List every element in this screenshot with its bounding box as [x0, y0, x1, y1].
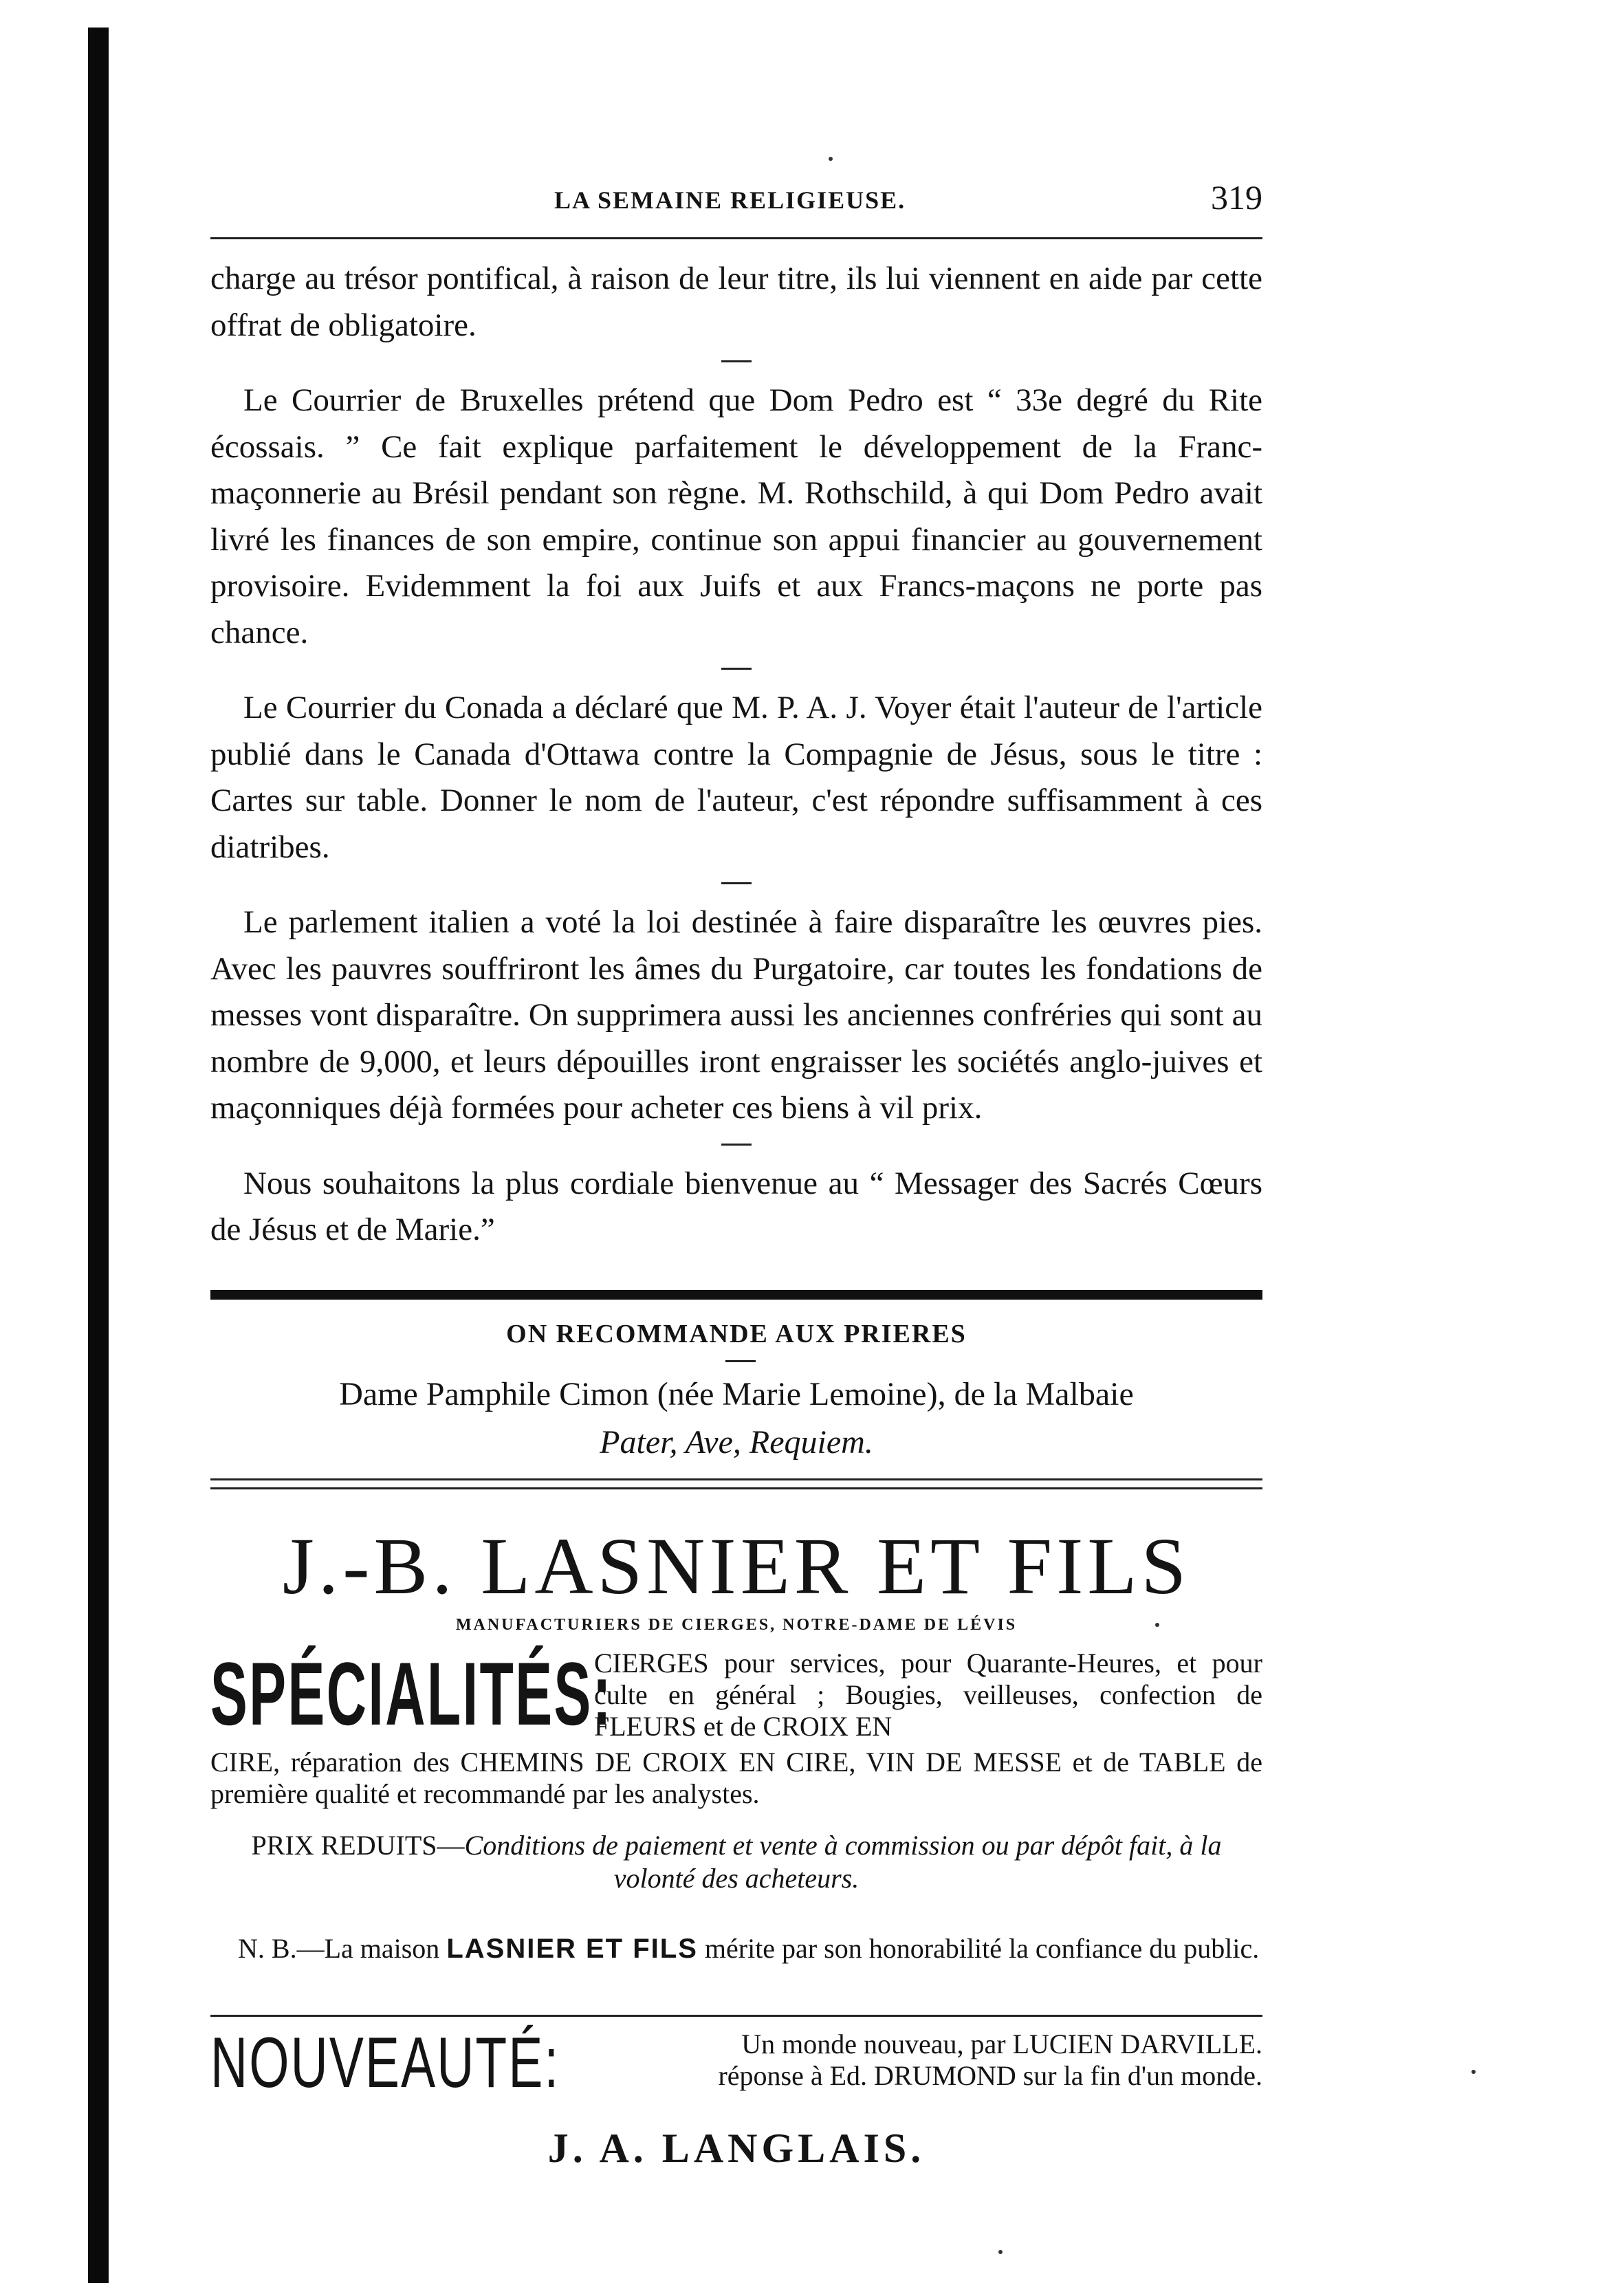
prix-label: PRIX REDUITS—: [251, 1830, 465, 1861]
speckle: [1155, 1623, 1159, 1627]
paragraph: Nous souhaitons la plus cordiale bienvenue au “ Messager des Sacrés Cœurs de Jésus et de Marie.”: [210, 1165, 1262, 1247]
recommend-heading: ON RECOMMANDE AUX PRIERES: [506, 1320, 967, 1348]
signature: J. A. LANGLAIS.: [547, 2125, 926, 2171]
header-rule: [210, 237, 1262, 239]
nouveaute-rule: [210, 2015, 1262, 2017]
paragraph: charge au trésor pontifical, à raison de leur titre, ils lui viennent en aide par cette offrat de obligatoire.: [210, 261, 1262, 343]
speckle: [998, 2250, 1003, 2254]
nouveaute-line-2: réponse à Ed. DRUMOND sur la fin d'un monde.: [718, 2060, 1262, 2091]
advertiser-name: J.-B. LASNIER ET FILS: [282, 1521, 1191, 1611]
nouveaute-text: [576, 2029, 1262, 2092]
specialites-continuation: CIRE, réparation des CHEMINS DE CROIX EN CIRE, VIN DE MESSE et de TABLE de première qualité et recommandé par les analystes.: [210, 1747, 1262, 1809]
nb-suffix: mérite par son honorabilité la confiance du public.: [697, 1933, 1260, 1964]
nb-firm-name: LASNIER ET FILS: [446, 1934, 698, 1964]
speckle: [1471, 2070, 1476, 2074]
paragraph: Le Courrier du Conada a déclaré que M. P. A. J. Voyer était l'auteur de l'article publié dans le Canada d'Ottawa contre la Compagnie de Jésus, sous le titre : Cartes sur table. Donner le nom de l'auteur, c'est répondre suffisamment à ces diatribes.: [210, 690, 1262, 865]
speckle: [829, 157, 833, 161]
page-header: [210, 172, 1262, 220]
paragraph: Le parlement italien a voté la loi destinée à faire disparaître les œuvres pies. Avec les pauvres souffriront les âmes du Purgatoire, car toutes les fondations de messes vont disparaître. On supprimera aussi les anciennes confréries qui sont au nombre de 9,000, et leurs dépouilles iront engraisser les sociétés anglo-juives et maçonniques déjà formées pour acheter ces biens à vil prix.: [210, 904, 1262, 1126]
nouveaute-heading: NOUVEAUTÉ:: [210, 2023, 560, 2103]
ad-top-rule: [210, 1478, 1262, 1489]
specialites-heading: SPÉCIALITÉS:: [210, 1643, 613, 1744]
paragraph-separator: [721, 668, 752, 670]
specialites-text: CIERGES pour services, pour Quarante-Heures, et pour culte en général ; Bougies, veilleuses, confection de FLEURS et de CROIX EN: [594, 1648, 1262, 1742]
paragraph-separator: [721, 882, 752, 884]
running-title: LA SEMAINE RELIGIEUSE.: [554, 186, 906, 214]
page-number: 319: [1211, 178, 1262, 217]
recommend-prayer: Pater, Ave, Requiem.: [600, 1424, 873, 1461]
paragraph-separator: [721, 360, 752, 362]
article-body: [210, 256, 1262, 1254]
recommend-name: Dame Pamphile Cimon (née Marie Lemoine), de la Malbaie: [339, 1376, 1134, 1412]
section-divider: [210, 1290, 1262, 1300]
paragraph: Le Courrier de Bruxelles prétend que Dom Pedro est “ 33e degré du Rite écossais. ” Ce fait explique parfaitement le développement de la Franc-maçonnerie au Brésil pendant son règne. M. Rothschild, à qui Dom Pedro avait livré les finances de son empire, continue son appui financier au gouvernement provisoire. Evidemment la foi aux Juifs et aux Francs-maçons ne porte pas chance.: [210, 382, 1262, 650]
advertiser-subtitle: MANUFACTURIERS DE CIERGES, NOTRE-DAME DE LÉVIS: [455, 1616, 1018, 1634]
binding-edge: [88, 28, 109, 2283]
nouveaute-line-1: Un monde nouveau, par LUCIEN DARVILLE.: [741, 2029, 1262, 2059]
nota-bene: [210, 1932, 1262, 1965]
paragraph-separator: [721, 1144, 752, 1146]
prix-reduits: [210, 1829, 1262, 1895]
heading-separator: [725, 1360, 756, 1362]
nb-prefix: N. B.—La maison: [238, 1933, 447, 1964]
prix-conditions: Conditions de paiement et vente à commission ou par dépôt fait, à la volonté des acheteurs.: [464, 1830, 1222, 1894]
